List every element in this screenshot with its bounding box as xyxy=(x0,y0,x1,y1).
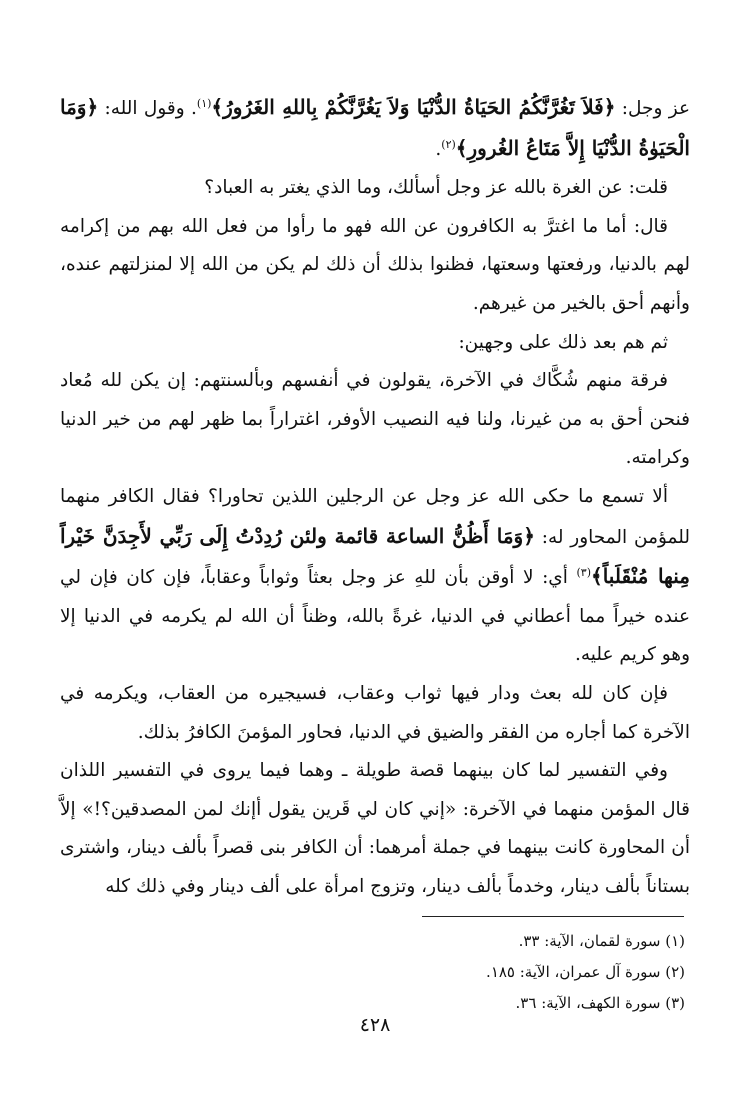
paragraph-5: فرقة منهم شُكَّاك في الآخرة، يقولون في أنفسهم وبألسنتهم: إن يكن لله مُعاد فنحن أحق به من غيرنا، ولنا فيه النصيب الأوفر، اغتراراً بما ظهر لهم من خير الدنيا وكرامته. xyxy=(60,370,690,469)
paragraph-2: قلت: عن الغرة بالله عز وجل أسألك، وما الذي يغتر به العباد؟ xyxy=(204,177,668,199)
footnote-separator xyxy=(422,916,684,917)
footnote-ref-3: (٣) xyxy=(576,565,591,579)
paragraph-3: قال: أما ما اغترَّ به الكافرون عن الله فهو ما رأوا من فعل الله بهم من إكرامه لهم بالدنيا، ورفعتها وسعتها، فظنوا بذلك أن ذلك لم يكن من الله إلا لمنزلتهم عنده، وأنهم أحق بالخير من غيرهم. xyxy=(60,215,690,314)
paragraph-6 xyxy=(60,478,690,675)
paragraph-8: وفي التفسير لما كان بينهما قصة طويلة ـ وهما فيما يروى في التفسير اللذان قال المؤمن منهما في الآخرة: «إني كان لي قَرين يقول أإنك لمن المصدقين؟!» إلاَّ أن المحاورة كانت بينهما في جملة أمرهما: أن الكافر بنى قصراً بألف دينار، واشترى بستاناً بألف دينار، وخدماً بألف دينار، وتزوج امرأة على ألف دينار وفي ذلك كله xyxy=(60,760,690,897)
p6-rest: أي: لا أوقن بأن للهِ عز وجل بعثاً وثواباً وعقاباً، فإن كان فإن لي عنده خيراً مما أعطاني في الدنيا، غرةً بالله، وظناً أن الله لم يكرمه في الدنيا إلا وهو كريم عليه. xyxy=(60,567,690,666)
paragraph-7: فإن كان لله بعث ودار فيها ثواب وعقاب، فسيجيره من العقاب، ويكرمه في الآخرة كما أجاره من الفقر والضيق في الدنيا، فحاور المؤمنَ الكافرُ بذلك. xyxy=(60,682,690,743)
footnote-ref-1: (١) xyxy=(196,96,212,110)
p1-intro: عز وجل: xyxy=(615,98,690,119)
footnote-1: (١) سورة لقمان، الآية: ٣٣. xyxy=(518,932,685,950)
p1-mid: . وقول الله: xyxy=(98,98,197,119)
quran-quote-1: ﴿فَلاَ تَغُرَّنَّكُمُ الحَيَاةُ الدُّنْيَا وَلاَ يَغُرَّنَّكُمْ بِاللهِ الغَرُورُ﴾ xyxy=(211,95,616,119)
quran-quote-3: ﴿وَمَا أَظُنُّ الساعة قائمة ولئن رُدِدْتُ إِلَى رَبِّي لأَجِدَنَّ خَيْراً مِنها مُنْقَلَباً﴾ xyxy=(60,523,691,589)
main-text xyxy=(60,88,690,906)
p1-end: . xyxy=(435,138,442,160)
footnote-2: (٢) سورة آل عمران، الآية: ١٨٥. xyxy=(486,963,685,981)
footnotes xyxy=(60,926,685,1019)
footnote-3: (٣) سورة الكهف، الآية: ٣٦. xyxy=(515,994,685,1012)
p6-intro: ألا تسمع ما حكى الله عز وجل عن الرجلين اللذين تحاورا؟ فقال الكافر منهما للمؤمن المحاور له: xyxy=(60,485,690,548)
paragraph-4: ثم هم بعد ذلك على وجهين: xyxy=(458,331,668,353)
quran-quote-2: ﴿وَمَا الْحَيَوٰةُ الدُّنْيَا إِلاَّ مَتَاعُ الغُرورِ﴾ xyxy=(60,95,690,160)
page-number: ٤٢٨ xyxy=(359,1014,391,1036)
paragraph-1 xyxy=(60,88,690,169)
footnote-ref-2: (٢) xyxy=(441,137,456,151)
